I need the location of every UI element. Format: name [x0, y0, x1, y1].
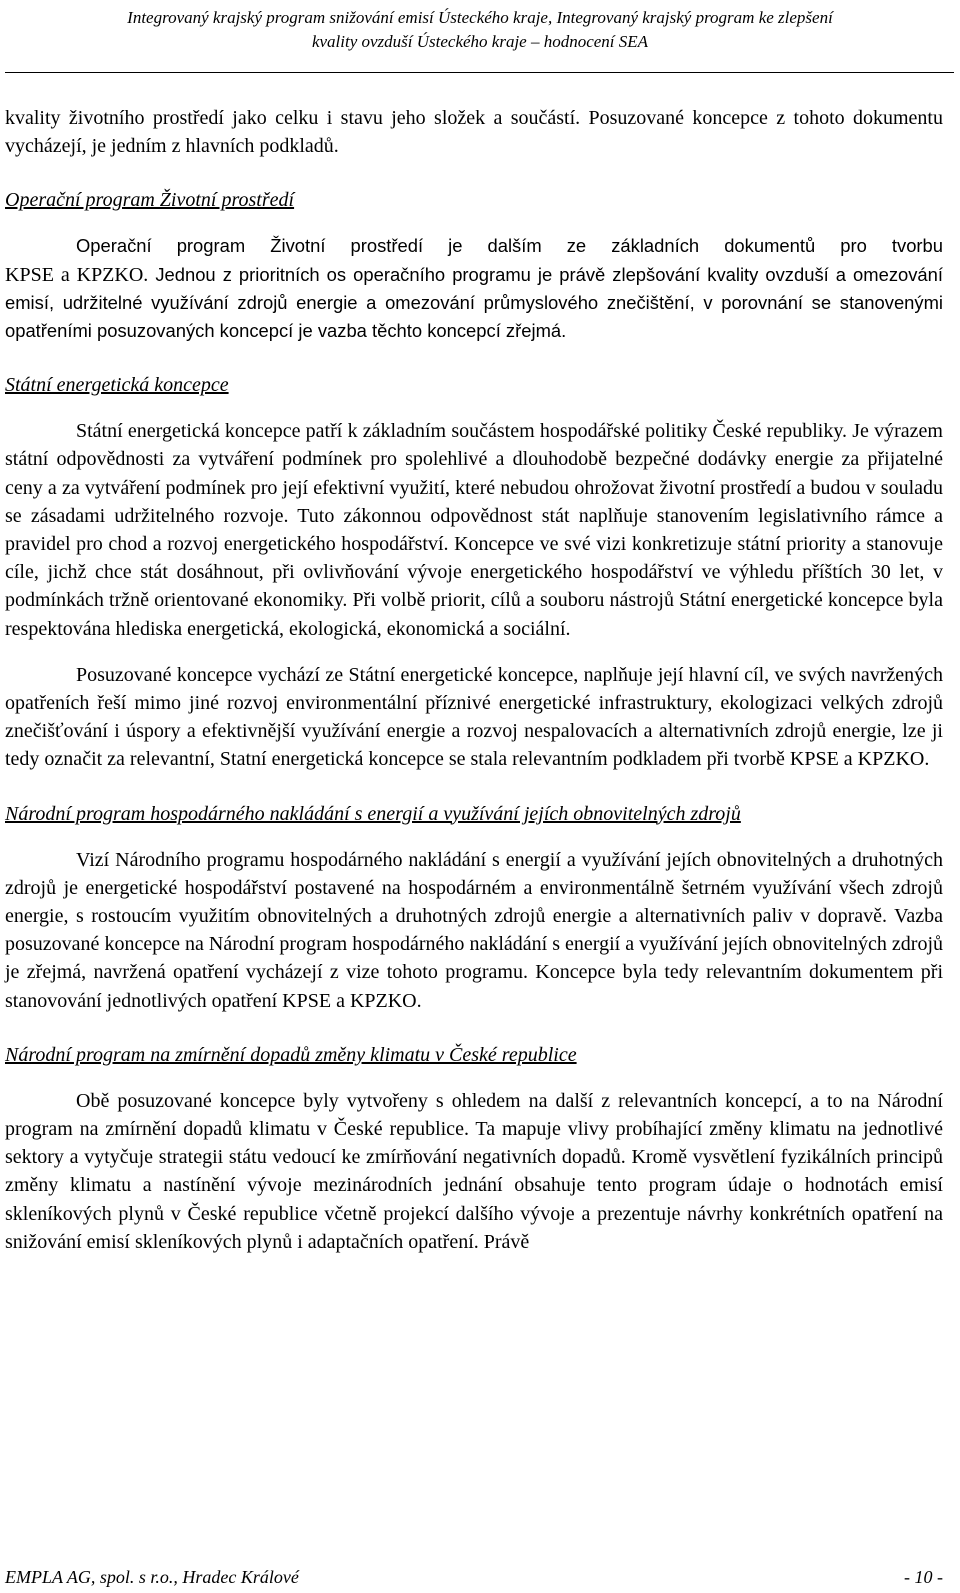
heading-op-zivotni-prostredi: Operační program Životní prostředí: [5, 189, 295, 212]
paragraph-op-kpse-label: KPSE a KPZKO.: [5, 263, 149, 286]
paragraph-sek-1: Státní energetická koncepce patří k základním součástem hospodářské politiky České republiky. Je výrazem státní odpovědnosti za vytváření podmínek pro spolehlivé a dlouhodobě bezpečné dodávky energie za přijatelné ceny a za vytváření podmínek pro její efektivní využití, které nebudou ohrožovat životní prostředí a budou v souladu se zásadami udržitelného rozvoje. Tuto zákonnou odpovědnost stát naplňuje stanovením legislativního rámce a pravidel pro chod a rozvoj energetického hospodářství. Koncepce ve své vizi konkretizuje státní priority a stanovuje cíle, jichž chce stát dosáhnout, při ovlivňování vývoje energetického hospodářství ve výhledu příštích 30 let, v podmínkách tržně orientované ekonomiky. Při volbě priorit, cílů a souboru nástrojů Státní energetické koncepce byla respektována hlediska energetická, ekologická, ekonomická a sociální.: [5, 420, 943, 640]
paragraph-op-line1: Operační program Životní prostředí je dalším ze základních dokumentů pro tvorbu: [76, 235, 943, 257]
heading-narodni-program-klima: Národní program na zmírnění dopadů změny klimatu v České republice: [5, 1043, 577, 1066]
paragraph-sek-2: Posuzované koncepce vychází ze Státní energetické koncepce, naplňuje její hlavní cíl, ve svých navržených opatřeních řeší mimo jiné rozvoj environmentální příznivé energetické infrastruktury, ekologizaci velkých zdrojů znečišťování i úspory a efektivnější využívání energie a rozvoj nespalovacích a alternativních zdrojů energie, lze ji tedy označit za relevantní, Statní energetická koncepce se stala relevantním podkladem při tvorbě KPSE a KPZKO.: [5, 663, 943, 771]
intro-paragraph: kvality životního prostředí jako celku i stavu jeho složek a součástí. Posuzované koncepce z tohoto dokumentu vycházejí, je jedním z hlavních podkladů.: [5, 107, 943, 158]
footer-company: EMPLA AG, spol. s r.o., Hradec Králové: [5, 1567, 299, 1587]
paragraph-narodni-program-energie: Vizí Národního programu hospodárného nakládání s energií a využívání jejích obnovitelných a druhotných zdrojů je energetické hospodářství postavené na hospodárném a environmentálně šetrném využívání všech zdrojů energie, s rostoucím využitím obnovitelných a druhotných zdrojů energie a alternativních paliv v dopravě. Vazba posuzované koncepce na Národní program hospodárného nakládání s energií a využívání jejích obnovitelných zdrojů je zřejmá, navržená opatření vycházejí z vize tohoto programu. Koncepce byla tedy relevantním dokumentem při stanovování jednotlivých opatření KPSE a KPZKO.: [5, 848, 943, 1012]
paragraph-op-rest: Jednou z prioritních os operačního programu je právě zlepšování kvality ovzduší a omezování emisí, udržitelné využívání zdrojů energie a omezování průmyslového znečištění, v porovnání se stanovenými opatřeními posuzovaných koncepcí je vazba těchto koncepcí zřejmá.: [5, 263, 943, 342]
header-line-1: Integrovaný krajský program snižování emisí Ústeckého kraje, Integrovaný krajský program ke zlepšení: [127, 8, 833, 27]
paragraph-op: [5, 232, 943, 345]
paragraph-narodni-program-klima: Obě posuzované koncepce byly vytvořeny s ohledem na další z relevantních koncepcí, a to na Národní program na zmírnění dopadů klimatu v České republice. Ta mapuje vlivy probíhající změny klimatu na jednotlivé sektory a vytyčuje strategii státu vedoucí ke zmírňování negativních dopadů. Kromě vysvětlení fyzikálních principů změny klimatu a nastínění vývoje mezinárodních jednání obsahuje tento program údaje o hodnotách emisí skleníkových plynů v České republice včetně projekcí dalšího vývoje a prezentuje návrhy konkrétních opatření na snižování emisí skleníkových plynů i adaptačních opatření. Právě: [5, 1089, 943, 1253]
header-rule: [5, 72, 954, 73]
heading-narodni-program-energie: Národní program hospodárného nakládání s energií a využívání jejích obnovitelných zdrojů: [5, 802, 741, 825]
heading-statni-energeticka-koncepce: Státní energetická koncepce: [5, 374, 229, 397]
page-content: [5, 104, 943, 1256]
page-number: - 10 -: [904, 1567, 943, 1587]
header-line-2: kvality ovzduší Ústeckého kraje – hodnocení SEA: [311, 32, 649, 51]
